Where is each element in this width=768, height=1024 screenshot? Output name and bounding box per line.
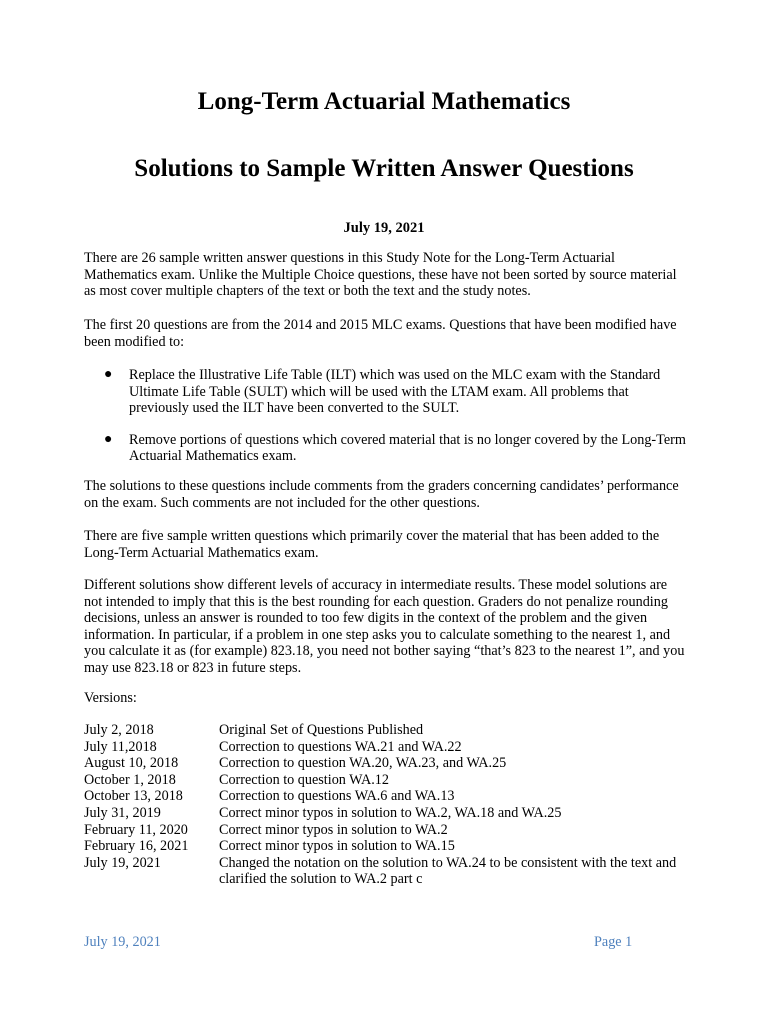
new-questions-paragraph: There are five sample written questions which primarily cover the material that has been added to the Long-Term Actuarial Mathematics exam. (84, 528, 660, 561)
version-date: October 13, 2018 (84, 788, 183, 805)
version-row (84, 805, 686, 822)
version-description: Correct minor typos in solution to WA.2 (219, 821, 448, 838)
intro-paragraph: There are 26 sample written answer questions in this Study Note for the Long-Term Actuarial Mathematics exam. Unlike the Multiple Choice questions, these have not been sorted by source material as most cover multiple chapters of the text or both the text and the study notes. (84, 250, 677, 300)
version-row (84, 722, 686, 739)
version-description: Correction to questions WA.6 and WA.13 (219, 788, 455, 805)
version-date: July 2, 2018 (84, 722, 154, 738)
version-description: Changed the notation on the solution to WA.24 to be consistent with the text and clarified the solution to WA.2 part c (219, 854, 677, 888)
version-description: Correct minor typos in solution to WA.15 (219, 838, 455, 855)
version-row (84, 855, 686, 888)
version-description: Original Set of Questions Published (219, 722, 424, 738)
graders-comments-paragraph: The solutions to these questions include comments from the graders concerning candidates’ performance on the exam. Such comments are not included for the other questions. (84, 478, 679, 511)
list-item-text: Replace the Illustrative Life Table (ILT) which was used on the MLC exam with the Standard Ultimate Life Table (SULT) which will be used with the LTAM exam. All problems that previously used the ILT have been converted to the SULT. (129, 367, 661, 417)
version-date: August 10, 2018 (84, 755, 179, 772)
document-date: July 19, 2021 (343, 220, 425, 236)
version-row (84, 755, 686, 772)
version-date: February 16, 2021 (84, 838, 189, 855)
version-row (84, 788, 686, 805)
page-number: Page 1 (594, 934, 633, 950)
list-item (84, 367, 686, 417)
version-description: Correction to question WA.20, WA.23, and WA.25 (219, 755, 507, 772)
version-row (84, 822, 686, 839)
list-item (84, 432, 686, 465)
version-date: February 11, 2020 (84, 821, 188, 838)
list-item-text: Remove portions of questions which covered material that is no longer covered by the Long-Term Actuarial Mathematics exam. (129, 431, 686, 465)
footer-date: July 19, 2021 (84, 934, 161, 950)
version-row (84, 772, 686, 789)
version-description: Correction to question WA.12 (219, 771, 389, 788)
bullet-icon: ● (104, 367, 113, 382)
document-title: Long-Term Actuarial Mathematics (197, 88, 571, 115)
version-date: July 19, 2021 (84, 854, 161, 871)
modification-paragraph: The first 20 questions are from the 2014 and 2015 MLC exams. Questions that have been modified have been modified to: (84, 317, 677, 350)
versions-heading: Versions: (84, 690, 137, 706)
versions-table (84, 722, 686, 888)
version-date: July 31, 2019 (84, 804, 161, 821)
version-description: Correction to questions WA.21 and WA.22 (219, 738, 462, 755)
version-date: October 1, 2018 (84, 771, 176, 788)
modification-list (84, 367, 686, 480)
version-row (84, 739, 686, 756)
document-subtitle: Solutions to Sample Written Answer Questions (134, 155, 634, 182)
version-description: Correct minor typos in solution to WA.2, WA.18 and WA.25 (219, 804, 562, 821)
version-row (84, 838, 686, 855)
version-date: July 11,2018 (84, 738, 157, 755)
bullet-icon: ● (104, 431, 113, 447)
rounding-paragraph: Different solutions show different levels of accuracy in intermediate results. These model solutions are not intended to imply that this is the best rounding for each question. Graders do not penalize rounding decisions, unless an answer is rounded to too few digits in the context of the problem and the given information. In particular, if a problem in one step asks you to calculate something to the nearest 1, and you calculate it as (for example) 823.18, you need not bother saying “that’s 823 to the nearest 1”, and you may use 823.18 or 823 in future steps. (84, 577, 685, 676)
